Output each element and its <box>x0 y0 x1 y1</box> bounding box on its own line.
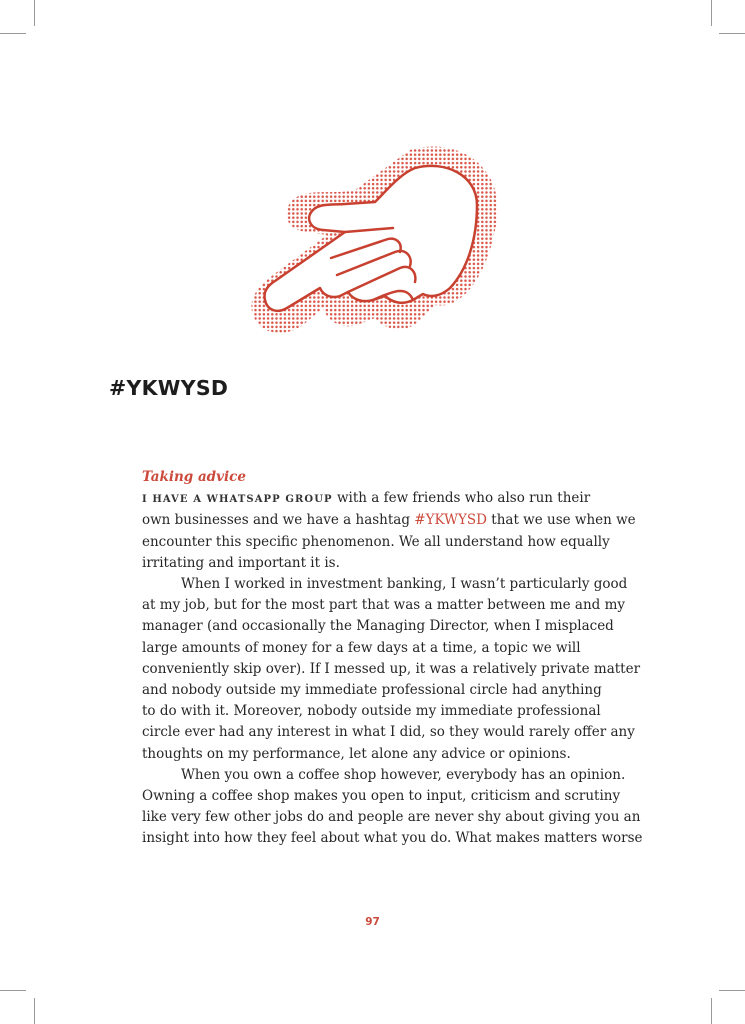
body-text <box>142 467 643 850</box>
body-line: to do with it. Moreover, nobody outside my immediate professional <box>142 703 601 720</box>
body-line: circle ever had any interest in what I did, so they would rarely offer any <box>142 724 635 741</box>
crop-mark-bottom-right-h <box>719 990 745 991</box>
line-2-post: that we use when we <box>486 512 636 529</box>
paragraph-3-first-line: When you own a coffee shop however, everybody has an opinion. <box>181 766 626 783</box>
hashtag: #YKWYSD <box>414 512 487 529</box>
body-line: at my job, but for the most part that was a matter between me and my <box>142 597 626 614</box>
page-number: 97 <box>365 916 380 928</box>
lead-in-smallcaps: I HAVE A WHATSAPP GROUP <box>142 494 333 506</box>
crop-mark-bottom-left <box>34 998 35 1024</box>
crop-mark-top-left <box>34 0 35 26</box>
body-line: thoughts on my performance, let alone any advice or opinions. <box>142 745 571 762</box>
body-line: manager (and occasionally the Managing Director, when I misplaced <box>142 618 614 635</box>
body-line: large amounts of money for a few days at a time, a topic we will <box>142 639 581 656</box>
crop-mark-top-right-h <box>719 33 745 34</box>
chapter-title: #YKWYSD <box>109 376 229 400</box>
pointing-hand-icon <box>245 140 515 345</box>
crop-mark-bottom-left-h <box>0 990 26 991</box>
crop-mark-top-right <box>711 0 712 26</box>
body-line: Owning a coffee shop makes you open to input, criticism and scrutiny <box>142 788 621 805</box>
body-line-1 <box>142 488 591 510</box>
body-line-2 <box>142 510 636 531</box>
crop-mark-top-left-h <box>0 33 26 34</box>
line-1-rest: with a few friends who also run their <box>332 490 591 507</box>
body-line: conveniently skip over). If I messed up, it was a relatively private matter <box>142 660 641 677</box>
body-line: irritating and important it is. <box>142 554 340 571</box>
line-2-pre: own businesses and we have a hashtag <box>142 512 415 529</box>
body-line: like very few other jobs do and people are never shy about giving you an <box>142 809 641 826</box>
subheading: Taking advice <box>142 469 246 485</box>
body-line: insight into how they feel about what you do. What makes matters worse <box>142 830 643 847</box>
body-line: and nobody outside my immediate professional circle had anything <box>142 682 602 699</box>
body-line: encounter this specific phenomenon. We all understand how equally <box>142 533 610 550</box>
crop-mark-bottom-right <box>711 998 712 1024</box>
paragraph-2-first-line: When I worked in investment banking, I wasn’t particularly good <box>181 576 628 593</box>
